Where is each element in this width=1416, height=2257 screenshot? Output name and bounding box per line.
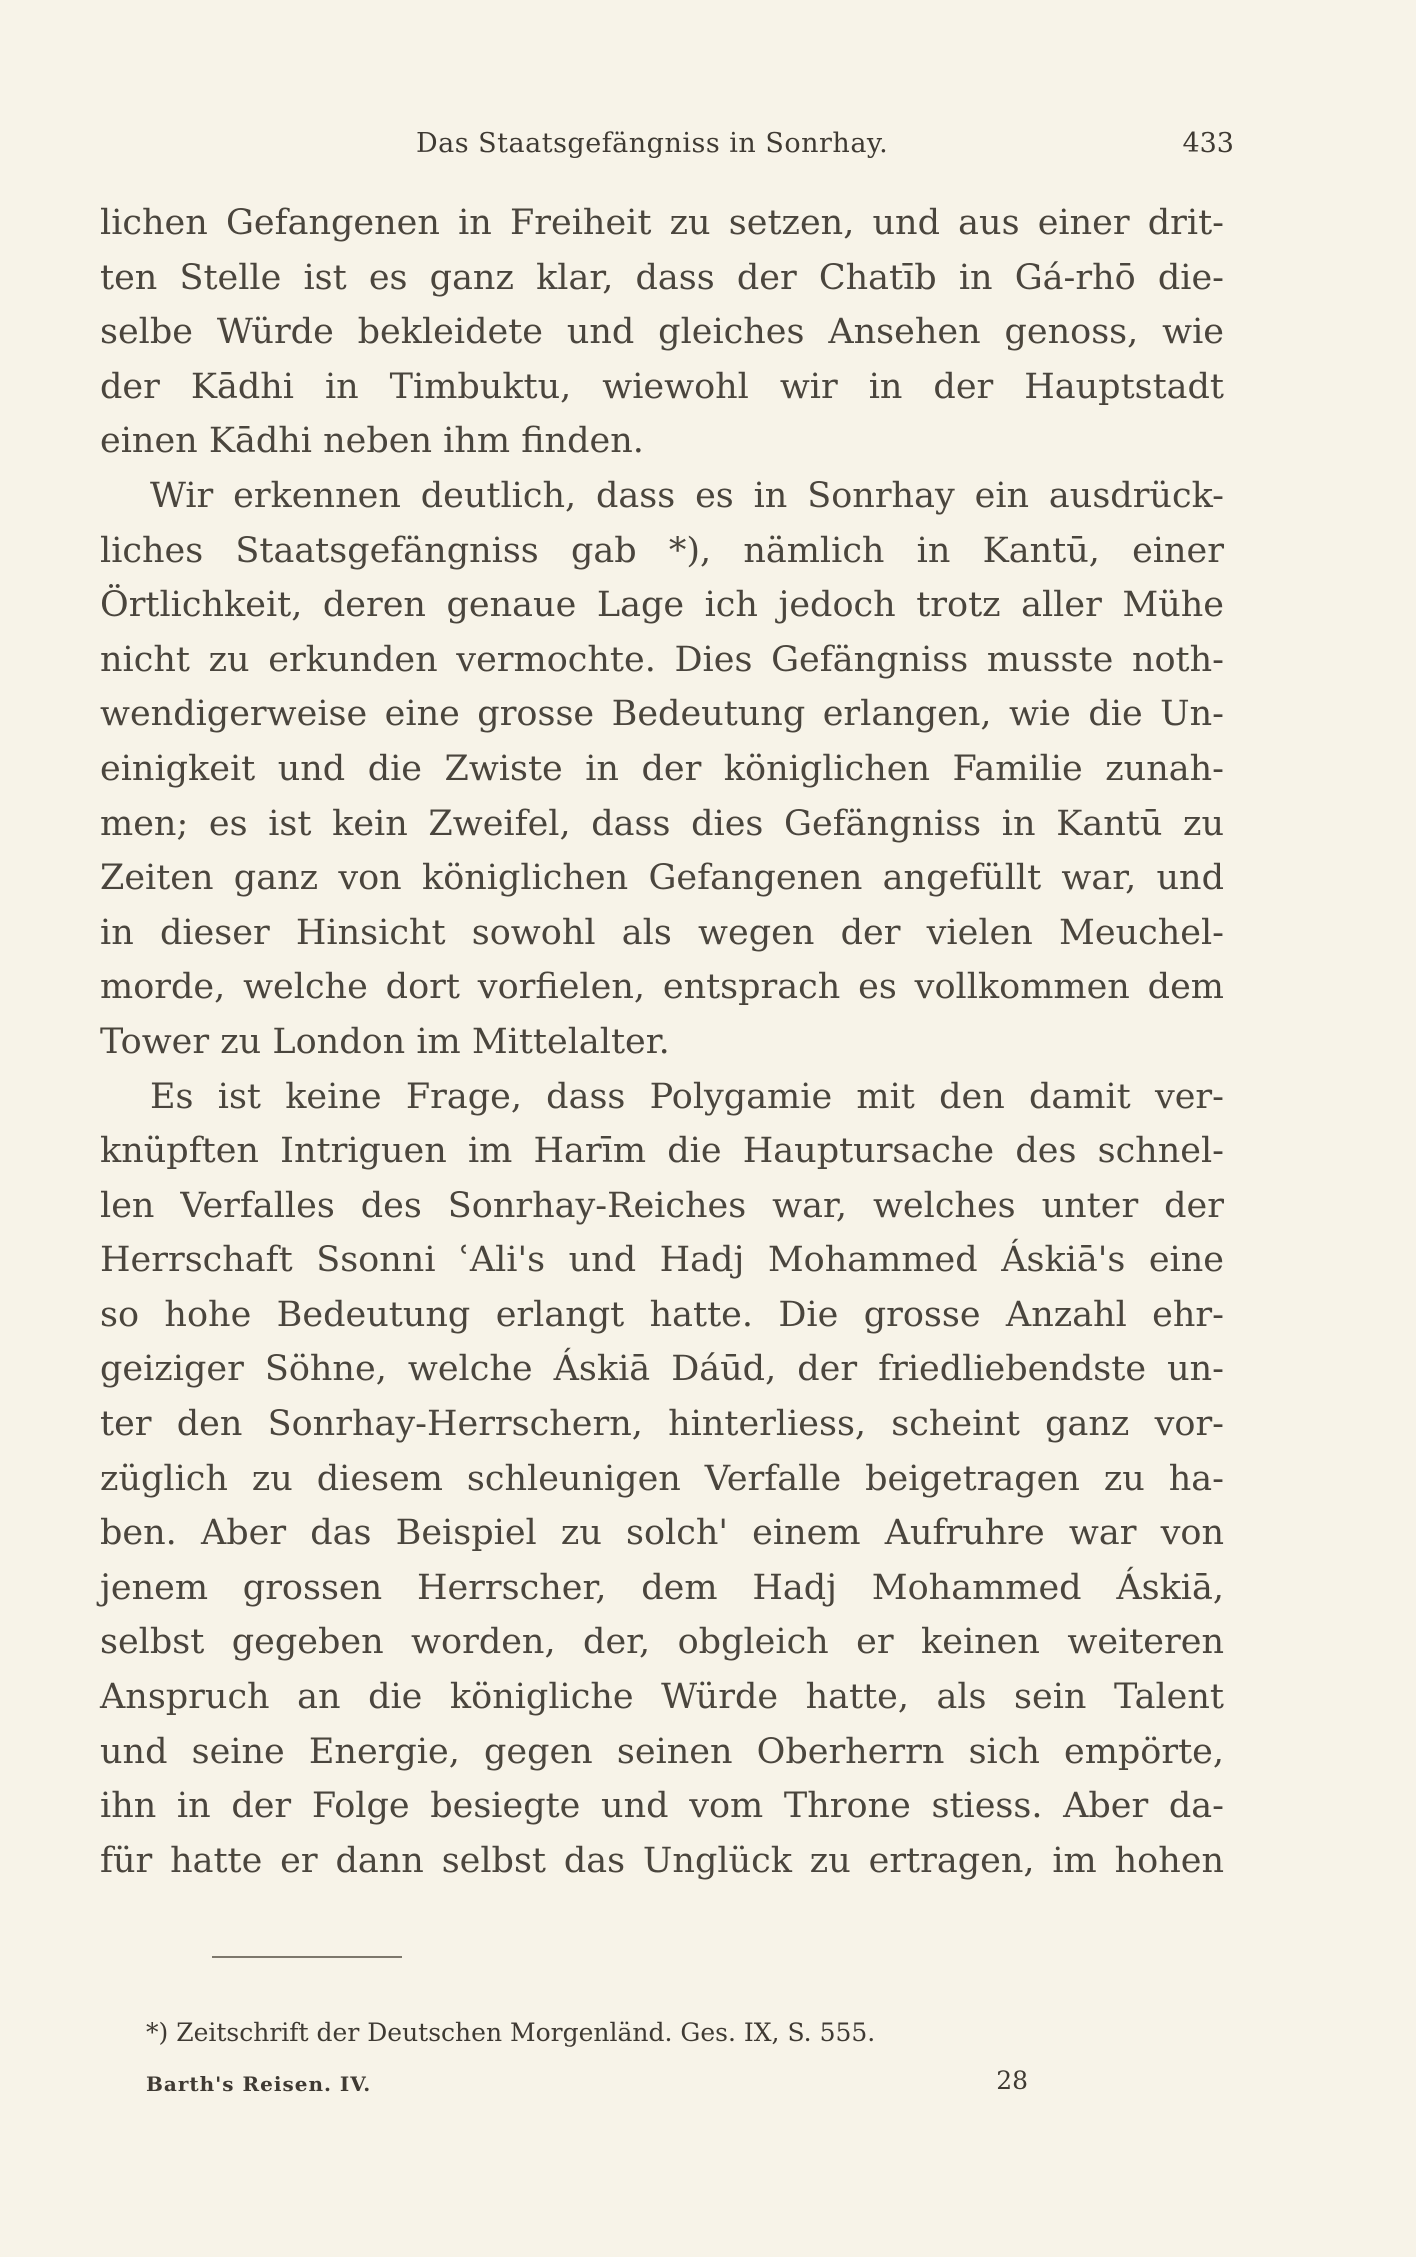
- text-line: Zeiten ganz von königlichen Gefangenen angefüllt war, und: [100, 858, 1224, 899]
- text-line: lichen Gefangenen in Freiheit zu setzen, und aus einer drit-: [100, 203, 1224, 243]
- body-text: [100, 196, 1224, 1888]
- text-line: und seine Energie, gegen seinen Oberherrn sich empörte,: [100, 1731, 1224, 1772]
- text-line: züglich zu diesem schleunigen Verfalle beigetragen zu ha-: [100, 1458, 1224, 1499]
- text-line: einen Kādhi neben ihm finden.: [100, 421, 644, 462]
- text-line: selbst gegeben worden, der, obgleich er keinen weiteren: [100, 1622, 1224, 1663]
- text-line: selbe Würde bekleidete und gleiches Ansehen genoss, wie: [100, 312, 1224, 353]
- text-line: jenem grossen Herrscher, dem Hadj Mohammed Áskiā,: [100, 1567, 1224, 1608]
- footnote-divider: [212, 1956, 402, 1958]
- page-number: 433: [1182, 128, 1234, 159]
- text-line: Anspruch an die königliche Würde hatte, als sein Talent: [100, 1677, 1224, 1718]
- text-line: len Verfalles des Sonrhay-Reiches war, welches unter der: [100, 1185, 1224, 1226]
- printer-signature: Barth's Reisen. IV.: [146, 2072, 372, 2096]
- signature-line: [146, 2066, 1028, 2104]
- text-line: ben. Aber das Beispiel zu solch' einem Aufruhre war von: [100, 1513, 1224, 1554]
- text-line: ihn in der Folge besiegte und vom Throne stiess. Aber da-: [100, 1786, 1224, 1827]
- text-line: knüpften Intriguen im Harīm die Hauptursache des schnel-: [100, 1131, 1224, 1172]
- footnote: *) Zeitschrift der Deutschen Morgenländ. Ges. IX, S. 555.: [146, 2018, 876, 2047]
- text-line: Tower zu London im Mittelalter.: [100, 1021, 670, 1062]
- running-title: Das Staatsgefängniss in Sonrhay.: [416, 128, 889, 159]
- running-head: [98, 128, 1234, 168]
- text-line: Örtlichkeit, deren genaue Lage ich jedoch trotz aller Mühe: [100, 585, 1224, 626]
- text-line: ten Stelle ist es ganz klar, dass der Chatīb in Gá-rhō die-: [100, 257, 1224, 298]
- text-line: morde, welche dort vorfielen, entsprach es vollkommen dem: [100, 967, 1224, 1008]
- text-line: ter den Sonrhay-Herrschern, hinterliess, scheint ganz vor-: [100, 1404, 1224, 1445]
- text-line: men; es ist kein Zweifel, dass dies Gefängniss in Kantū zu: [100, 803, 1224, 844]
- text-line: einigkeit und die Zwiste in der königlichen Familie zunah-: [100, 748, 1224, 789]
- sheet-number: 28: [996, 2066, 1028, 2095]
- text-line: so hohe Bedeutung erlangt hatte. Die grosse Anzahl ehr-: [100, 1294, 1224, 1335]
- text-line: nicht zu erkunden vermochte. Dies Gefängniss musste noth-: [100, 639, 1224, 680]
- paragraph-first-line: Es ist keine Frage, dass Polygamie mit den damit ver-: [150, 1076, 1224, 1117]
- text-line: in dieser Hinsicht sowohl als wegen der vielen Meuchel-: [100, 912, 1224, 953]
- text-line: liches Staatsgefängniss gab *), nämlich in Kantū, einer: [100, 530, 1224, 571]
- text-line: Herrschaft Ssonni ʿAli's und Hadj Mohammed Áskiā's eine: [100, 1240, 1224, 1281]
- text-line: wendigerweise eine grosse Bedeutung erlangen, wie die Un-: [100, 694, 1224, 735]
- paragraph-first-line: Wir erkennen deutlich, dass es in Sonrhay ein ausdrück-: [150, 475, 1224, 516]
- text-line: für hatte er dann selbst das Unglück zu ertragen, im hohen: [100, 1840, 1224, 1881]
- text-line: der Kādhi in Timbuktu, wiewohl wir in der Hauptstadt: [100, 366, 1224, 407]
- text-line: geiziger Söhne, welche Áskiā Dáūd, der friedliebendste un-: [100, 1349, 1224, 1390]
